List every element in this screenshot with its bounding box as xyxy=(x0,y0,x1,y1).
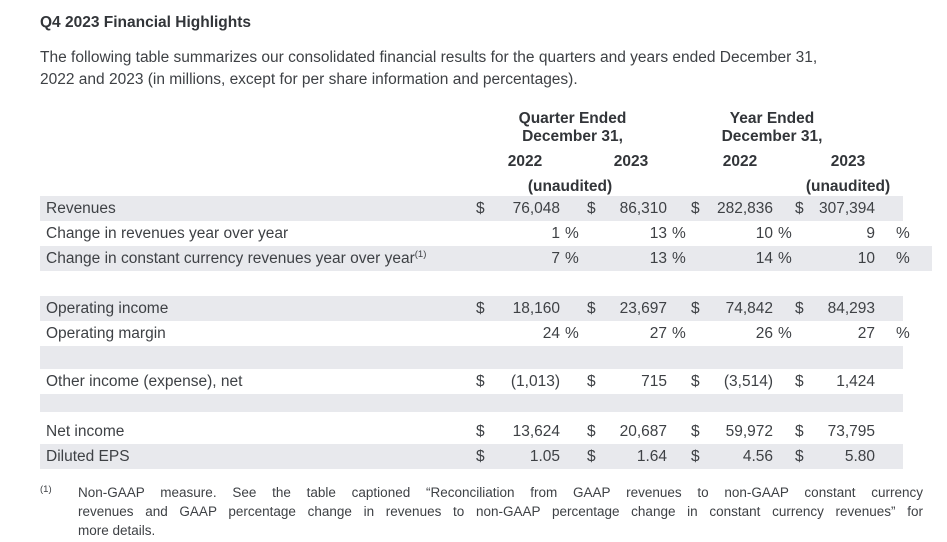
table-row xyxy=(40,246,947,271)
percent-cell: % xyxy=(778,249,792,267)
percent-cell: % xyxy=(672,324,686,342)
percent-cell: % xyxy=(778,224,792,242)
percent-cell: % xyxy=(778,324,792,342)
row-label: Change in constant currency revenues year over year$^{(1)}$ xyxy=(46,249,427,267)
percent-cell: % xyxy=(896,224,910,242)
table-row xyxy=(40,321,947,346)
quarter-ended-date: December 31, xyxy=(522,127,623,145)
currency-cell: $ xyxy=(587,199,596,217)
percent-cell: % xyxy=(565,249,579,267)
footnote-line-1: Non-GAAP measure. See the table captioned “Reconciliation from GAAP revenues to non-GAAP constant currency xyxy=(78,485,923,500)
footnote-reference: (1) xyxy=(414,249,427,260)
currency-cell: $ xyxy=(587,422,596,440)
amount-cell: (1,013) xyxy=(510,372,560,390)
amount-cell: 23,697 xyxy=(619,299,667,317)
amount-cell: 27 xyxy=(857,324,875,342)
table-row xyxy=(40,444,947,469)
footnote-marker: (1) xyxy=(40,484,52,495)
footnote-line-3: more details. xyxy=(78,523,156,538)
currency-cell: $ xyxy=(691,372,700,390)
percent-cell: % xyxy=(565,324,579,342)
table-header xyxy=(40,110,947,196)
row-label: Operating income xyxy=(46,299,169,317)
col-header-q-2022: 2022 xyxy=(507,153,543,170)
table-blank-row xyxy=(40,394,947,412)
currency-cell: $ xyxy=(691,299,700,317)
amount-cell: 14 xyxy=(755,249,773,267)
amount-cell: 27 xyxy=(649,324,667,342)
amount-cell: 1,424 xyxy=(836,372,875,390)
currency-cell: $ xyxy=(476,199,485,217)
currency-cell: $ xyxy=(691,447,700,465)
amount-cell: 4.56 xyxy=(742,447,773,465)
amount-cell: 9 xyxy=(866,224,875,242)
amount-cell: 13 xyxy=(649,249,667,267)
row-label: Revenues xyxy=(46,199,116,217)
currency-cell: $ xyxy=(795,372,804,390)
currency-cell: $ xyxy=(795,447,804,465)
currency-cell: $ xyxy=(476,447,485,465)
row-label: Change in revenues year over year xyxy=(46,224,289,242)
unaudited-year-label: (unaudited) xyxy=(805,178,891,195)
currency-cell: $ xyxy=(476,299,485,317)
amount-cell: 26 xyxy=(755,324,773,342)
amount-cell: 5.80 xyxy=(844,447,875,465)
amount-cell: 84,293 xyxy=(827,299,875,317)
footnote-line-2: revenues and GAAP percentage change in revenues to non-GAAP percentage change in constant currency revenues” for xyxy=(78,504,923,519)
year-ended-label: Year Ended xyxy=(729,110,815,127)
amount-cell: 10 xyxy=(857,249,875,267)
amount-cell: 86,310 xyxy=(619,199,667,217)
amount-cell: 282,836 xyxy=(716,199,773,217)
table-row xyxy=(40,369,947,394)
amount-cell: 73,795 xyxy=(827,422,875,440)
amount-cell: 1.05 xyxy=(529,447,560,465)
row-label: Diluted EPS xyxy=(46,447,130,465)
amount-cell: 76,048 xyxy=(512,199,560,217)
col-header-q-2023: 2023 xyxy=(613,153,649,170)
row-label: Other income (expense), net xyxy=(46,372,243,390)
table-blank-row xyxy=(40,346,947,369)
intro-line-2: 2022 and 2023 (in millions, except for per share information and percentages). xyxy=(40,70,578,88)
percent-cell: % xyxy=(672,249,686,267)
row-label: Net income xyxy=(46,422,125,440)
currency-cell: $ xyxy=(476,372,485,390)
row-label: Operating margin xyxy=(46,324,166,342)
amount-cell: 715 xyxy=(641,372,667,390)
percent-cell: % xyxy=(896,249,910,267)
footnote-text xyxy=(78,483,923,540)
footnote xyxy=(40,483,947,540)
currency-cell: $ xyxy=(587,372,596,390)
intro-line-1: The following table summarizes our consolidated financial results for the quarters and years ended December 31, xyxy=(40,49,818,66)
table-body xyxy=(40,196,947,469)
unaudited-quarter-label: (unaudited) xyxy=(527,178,613,195)
amount-cell: (3,514) xyxy=(723,372,773,390)
currency-cell: $ xyxy=(476,422,485,440)
col-header-y-2022: 2022 xyxy=(722,153,758,170)
amount-cell: 74,842 xyxy=(725,299,773,317)
amount-cell: 307,394 xyxy=(818,199,875,217)
table-row xyxy=(40,221,947,246)
year-ended-date: December 31, xyxy=(721,127,823,145)
amount-cell: 59,972 xyxy=(725,422,773,440)
currency-cell: $ xyxy=(587,299,596,317)
amount-cell: 7 xyxy=(551,249,560,267)
year-ended-header xyxy=(692,110,852,145)
page-title: Q4 2023 Financial Highlights xyxy=(40,14,252,31)
table-row xyxy=(40,419,947,444)
currency-cell: $ xyxy=(795,199,804,217)
currency-cell: $ xyxy=(795,422,804,440)
amount-cell: 20,687 xyxy=(619,422,667,440)
percent-cell: % xyxy=(672,224,686,242)
amount-cell: 10 xyxy=(755,224,773,242)
amount-cell: 13 xyxy=(649,224,667,242)
amount-cell: 24 xyxy=(542,324,560,342)
intro-paragraph xyxy=(40,47,920,90)
amount-cell: 1 xyxy=(551,224,560,242)
percent-cell: % xyxy=(896,324,910,342)
amount-cell: 18,160 xyxy=(512,299,560,317)
table-spacer xyxy=(40,412,947,419)
currency-cell: $ xyxy=(691,199,700,217)
table-row xyxy=(40,196,947,221)
percent-cell: % xyxy=(565,224,579,242)
quarter-ended-label: Quarter Ended xyxy=(518,110,627,127)
amount-cell: 1.64 xyxy=(636,447,667,465)
table-spacer xyxy=(40,271,947,296)
currency-cell: $ xyxy=(691,422,700,440)
quarter-ended-header xyxy=(460,110,685,145)
col-header-y-2023: 2023 xyxy=(830,153,866,170)
table-row xyxy=(40,296,947,321)
currency-cell: $ xyxy=(587,447,596,465)
amount-cell: 13,624 xyxy=(512,422,560,440)
currency-cell: $ xyxy=(795,299,804,317)
